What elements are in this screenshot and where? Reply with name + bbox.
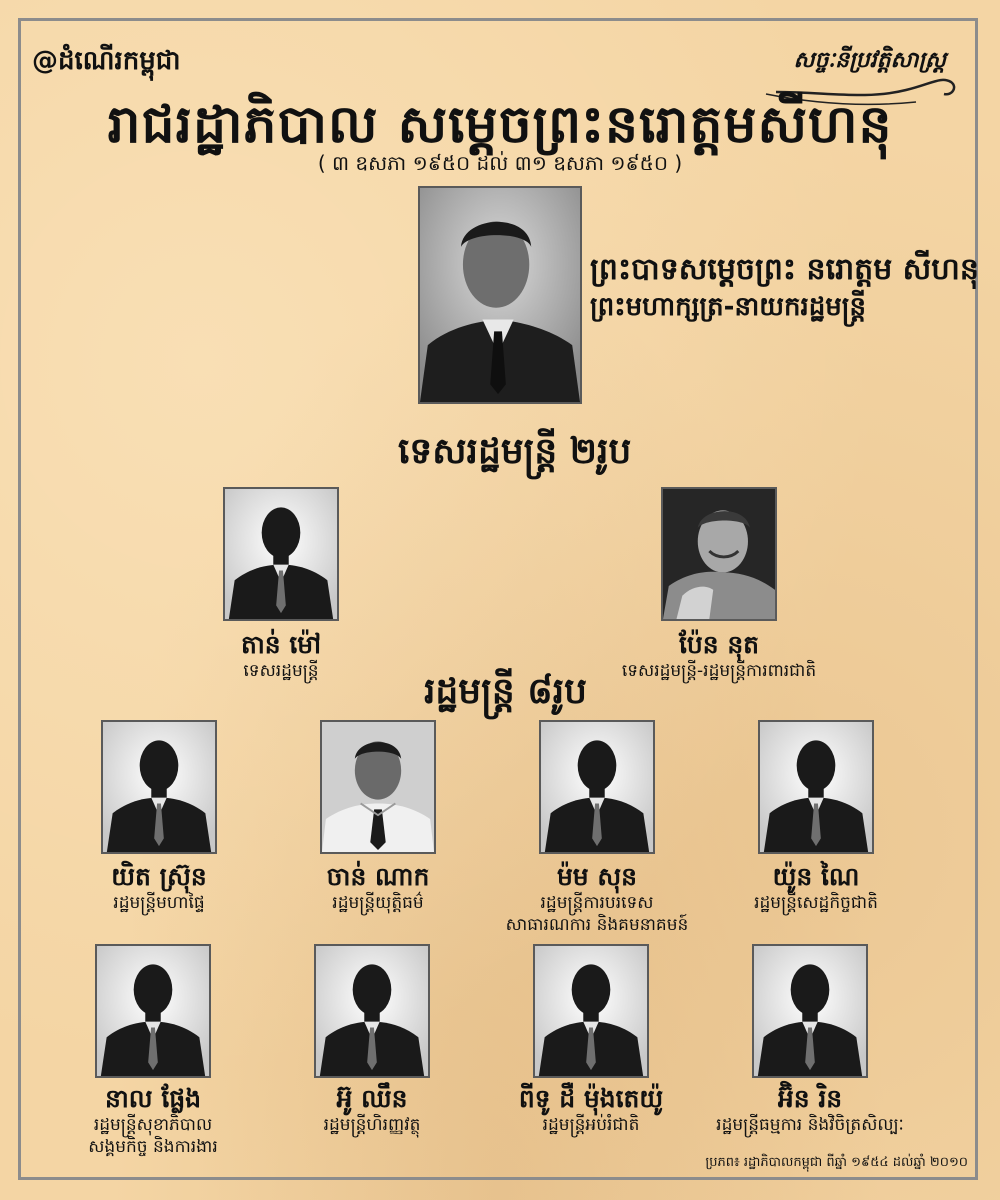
minister-role-3: រដ្ឋមន្ត្រីការបរទេស (540, 893, 654, 913)
minister-name-8: អ៊ិន រិន (777, 1084, 843, 1113)
minister-name-5: នាល ផ្លែង (105, 1084, 201, 1113)
deputy-role-2: ទេសរដ្ឋមន្ត្រី-រដ្ឋមន្ត្រីការពារជាតិ (621, 661, 817, 681)
minister-role-3-line2: សាធារណការ និងគមនាគមន៍ (505, 915, 689, 935)
deputy-name-1: តាន់ ម៉ៅ (240, 630, 322, 659)
minister-role-5-line2: សង្គមកិច្ច និងការងារ (88, 1137, 218, 1157)
deputy-photo-1 (223, 487, 339, 621)
page-title: រាជរដ្ឋាភិបាល សម្តេចព្រះនរោត្តមសីហនុ (107, 95, 893, 155)
minister-role-8: រដ្ឋមន្ត្រីធម្មការ និងវិចិត្រសិល្បៈ (716, 1115, 904, 1135)
minister-name-4: យ៉ូន ណៃ (772, 862, 860, 891)
deputy-role-1: ទេសរដ្ឋមន្ត្រី (243, 661, 319, 681)
ministers-section-title: រដ្ឋមន្ត្រី ៨រូប (424, 671, 588, 712)
deputy-name-2: ប៉ែន នុត (678, 630, 760, 659)
minister-name-1: យិត ស្រ៊ុន (111, 862, 207, 891)
minister-role-6: រដ្ឋមន្ត្រីហិរញ្ញវត្ថុ (323, 1115, 421, 1135)
minister-name-7: ពីទូ ដឺ ម៉ុងតេយ៉ូ (518, 1084, 664, 1113)
minister-photo-5 (95, 944, 211, 1078)
minister-name-6: អ៊ូ ឈឹន (336, 1084, 408, 1113)
page-handle: @ដំណើរកម្ពុជា (32, 46, 181, 76)
minister-photo-3 (539, 720, 655, 854)
minister-role-5: រដ្ឋមន្ត្រីសុខាភិបាល (93, 1115, 213, 1135)
brand-text: សច្ចៈនីប្រវត្តិសាស្ត្រ (793, 48, 946, 73)
minister-photo-2 (320, 720, 436, 854)
leader-name: ព្រះបាទសម្តេចព្រះ នរោត្តម សីហនុ (590, 252, 979, 287)
date-range: ( ៣ ឧសភា ១៩៥០ ដល់ ៣១ ឧសភា ១៩៥០ ) (317, 151, 683, 175)
leader-role: ព្រះមហាក្សត្រ-នាយករដ្ឋមន្ត្រី (590, 292, 866, 322)
minister-role-1: រដ្ឋមន្ត្រីមហាផ្ទៃ (113, 893, 205, 913)
minister-photo-6 (314, 944, 430, 1078)
minister-role-2: រដ្ឋមន្ត្រីយុត្តិធម៌ (332, 893, 424, 913)
minister-name-3: ម៉ម សុន (556, 862, 638, 891)
minister-photo-4 (758, 720, 874, 854)
minister-photo-8 (752, 944, 868, 1078)
minister-photo-1 (101, 720, 217, 854)
deputies-section-title: ទេសរដ្ឋមន្ត្រី ២រូប (398, 431, 632, 472)
source-note: ប្រភព៖ រដ្ឋាភិបាលកម្ពុជា ពីឆ្នាំ ១៩៥៤ ដល់ឆ្នាំ ២០១០ (705, 1155, 968, 1170)
minister-role-4: រដ្ឋមន្ត្រីសេដ្ឋកិច្ចជាតិ (754, 893, 878, 913)
minister-name-2: ចាន់ ណាក (326, 862, 430, 891)
leader-photo (418, 186, 582, 404)
minister-role-7: រដ្ឋមន្ត្រីអប់រំជាតិ (542, 1115, 640, 1135)
deputy-photo-2 (661, 487, 777, 621)
minister-photo-7 (533, 944, 649, 1078)
